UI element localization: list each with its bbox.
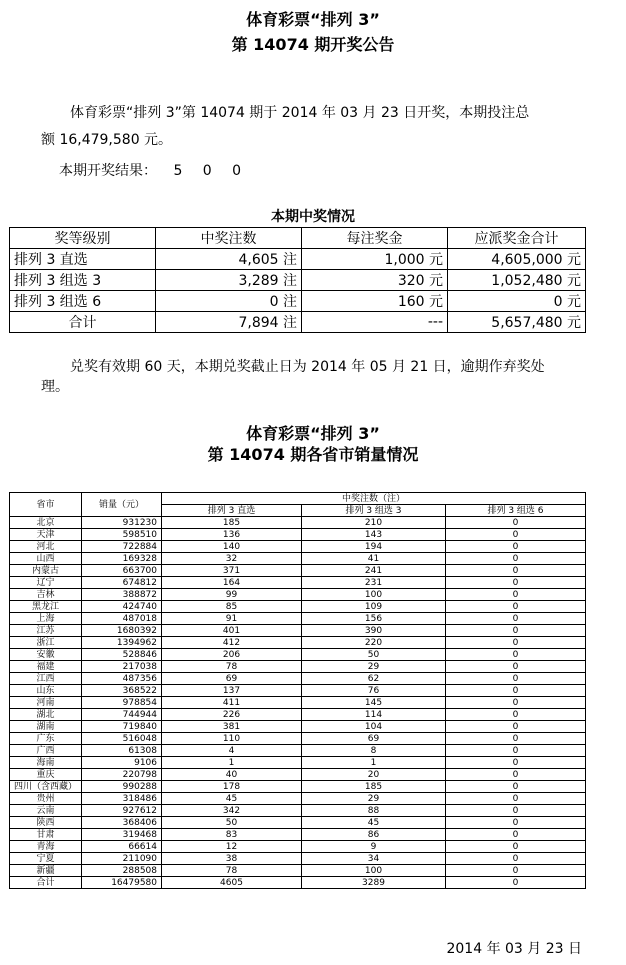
sales-row: [10, 841, 586, 853]
sales-cell: 145: [302, 697, 446, 709]
sales-cell: 0: [446, 829, 586, 841]
sales-row: [10, 625, 586, 637]
sales-cell: 45: [302, 817, 446, 829]
prize-row: [10, 291, 586, 312]
prize-cell: 1,052,480 元: [448, 270, 586, 291]
sales-cell: 318486: [82, 793, 162, 805]
sales-cell: 401: [162, 625, 302, 637]
sales-cell: 福建: [10, 661, 82, 673]
sales-cell: 重庆: [10, 769, 82, 781]
sales-title: 体育彩票“排列 3”: [246, 424, 380, 443]
prize-cell: ---: [302, 312, 448, 333]
sales-cell: 516048: [82, 733, 162, 745]
sales-cell: 990288: [82, 781, 162, 793]
intro-line-2: 额 16,479,580 元。: [41, 132, 173, 148]
sales-cell: 广东: [10, 733, 82, 745]
sales-cell: 1680392: [82, 625, 162, 637]
sales-cell: 贵州: [10, 793, 82, 805]
sales-cell: 江西: [10, 673, 82, 685]
sales-cell: 86: [302, 829, 446, 841]
sales-cell: 206: [162, 649, 302, 661]
sales-cell: 山东: [10, 685, 82, 697]
sales-cell: 4: [162, 745, 302, 757]
sales-row: [10, 697, 586, 709]
sales-cell: 61308: [82, 745, 162, 757]
sales-cell: 487018: [82, 613, 162, 625]
sales-row: [10, 793, 586, 805]
prize-cell: 3,289 注: [156, 270, 302, 291]
prize-cell: 排列 3 组选 3: [10, 270, 156, 291]
sales-cell: 云南: [10, 805, 82, 817]
sales-cell: 20: [302, 769, 446, 781]
sales-row: [10, 589, 586, 601]
sales-cell: 合计: [10, 877, 82, 889]
sales-cell: 4605: [162, 877, 302, 889]
sales-cell: 16479580: [82, 877, 162, 889]
draw-result-numbers: 5 0 0: [173, 163, 250, 179]
sales-cell: 新疆: [10, 865, 82, 877]
sales-cell: 0: [446, 709, 586, 721]
sales-cell: 0: [446, 541, 586, 553]
sales-cell: 99: [162, 589, 302, 601]
sales-cell: 湖南: [10, 721, 82, 733]
sales-cell: 1394962: [82, 637, 162, 649]
sales-cell: 黑龙江: [10, 601, 82, 613]
sales-cell: 66614: [82, 841, 162, 853]
sales-cell: 河南: [10, 697, 82, 709]
sales-cell: 0: [446, 769, 586, 781]
footer-date: 2014 年 03 月 23 日: [446, 941, 582, 957]
sales-cell: 0: [446, 865, 586, 877]
sales-cell: 海南: [10, 757, 82, 769]
sales-row: [10, 865, 586, 877]
sales-subheader-group3: 排列 3 组选 3: [302, 505, 446, 517]
sales-cell: 927612: [82, 805, 162, 817]
sales-cell: 32: [162, 553, 302, 565]
sales-cell: 0: [446, 589, 586, 601]
sales-cell: 241: [302, 565, 446, 577]
sales-cell: 陕西: [10, 817, 82, 829]
sales-cell: 四川（含西藏）: [10, 781, 82, 793]
sales-cell: 天津: [10, 529, 82, 541]
prize-cell: 4,605,000 元: [448, 249, 586, 270]
sales-cell: 411: [162, 697, 302, 709]
sales-row: [10, 721, 586, 733]
sales-cell: 0: [446, 793, 586, 805]
sales-row: [10, 577, 586, 589]
sales-cell: 北京: [10, 517, 82, 529]
sales-row: [10, 553, 586, 565]
sales-cell: 河北: [10, 541, 82, 553]
sales-cell: 487356: [82, 673, 162, 685]
sales-cell: 69: [162, 673, 302, 685]
sales-cell: 29: [302, 793, 446, 805]
sales-cell: 上海: [10, 613, 82, 625]
prize-header-total: 应派奖金合计: [448, 228, 586, 249]
sales-cell: 137: [162, 685, 302, 697]
sales-row: [10, 709, 586, 721]
sales-cell: 114: [302, 709, 446, 721]
sales-cell: 青海: [10, 841, 82, 853]
sales-cell: 931230: [82, 517, 162, 529]
sales-cell: 368406: [82, 817, 162, 829]
sales-cell: 9: [302, 841, 446, 853]
sales-cell: 185: [162, 517, 302, 529]
sales-cell: 91: [162, 613, 302, 625]
sales-cell: 663700: [82, 565, 162, 577]
sales-cell: 0: [446, 697, 586, 709]
sales-cell: 88: [302, 805, 446, 817]
sales-cell: 0: [446, 613, 586, 625]
prize-row: [10, 249, 586, 270]
prize-cell: 0 元: [448, 291, 586, 312]
sales-cell: 29: [302, 661, 446, 673]
sales-cell: 674812: [82, 577, 162, 589]
sales-header-winners: 中奖注数（注）: [162, 493, 586, 505]
sales-cell: 湖北: [10, 709, 82, 721]
sales-row: [10, 565, 586, 577]
sales-cell: 1: [302, 757, 446, 769]
sales-cell: 78: [162, 661, 302, 673]
sales-subtitle: 第 14074 期各省市销量情况: [207, 445, 419, 464]
prize-cell: 320 元: [302, 270, 448, 291]
sales-cell: 0: [446, 517, 586, 529]
sales-cell: 85: [162, 601, 302, 613]
sales-cell: 广西: [10, 745, 82, 757]
sales-subheader-group6: 排列 3 组选 6: [446, 505, 586, 517]
prize-cell: 7,894 注: [156, 312, 302, 333]
prize-cell: 0 注: [156, 291, 302, 312]
notice-line-2: 理。: [41, 379, 69, 395]
sales-cell: 0: [446, 553, 586, 565]
draw-result-label: 本期开奖结果：: [59, 163, 157, 179]
sales-row: [10, 817, 586, 829]
sales-cell: 江苏: [10, 625, 82, 637]
sales-cell: 吉林: [10, 589, 82, 601]
sales-cell: 0: [446, 625, 586, 637]
prize-header-count: 中奖注数: [156, 228, 302, 249]
sales-cell: 178: [162, 781, 302, 793]
sales-row: [10, 877, 586, 889]
sales-cell: 156: [302, 613, 446, 625]
sales-cell: 288508: [82, 865, 162, 877]
sales-cell: 辽宁: [10, 577, 82, 589]
sales-cell: 78: [162, 865, 302, 877]
sales-row: [10, 673, 586, 685]
sales-cell: 0: [446, 757, 586, 769]
sales-cell: 0: [446, 841, 586, 853]
sales-row: [10, 637, 586, 649]
sales-cell: 45: [162, 793, 302, 805]
prize-cell: 1,000 元: [302, 249, 448, 270]
sales-cell: 浙江: [10, 637, 82, 649]
prize-cell: 5,657,480 元: [448, 312, 586, 333]
sales-cell: 0: [446, 661, 586, 673]
sales-cell: 319468: [82, 829, 162, 841]
sales-cell: 0: [446, 601, 586, 613]
sales-cell: 3289: [302, 877, 446, 889]
sales-cell: 211090: [82, 853, 162, 865]
sales-cell: 34: [302, 853, 446, 865]
sales-cell: 0: [446, 577, 586, 589]
sales-cell: 0: [446, 853, 586, 865]
sales-cell: 0: [446, 817, 586, 829]
sales-row: [10, 601, 586, 613]
draw-result: [59, 161, 249, 181]
announcement-title: 体育彩票“排列 3”: [246, 10, 380, 29]
sales-table: [9, 492, 586, 889]
sales-cell: 143: [302, 529, 446, 541]
sales-cell: 381: [162, 721, 302, 733]
sales-cell: 40: [162, 769, 302, 781]
sales-cell: 231: [302, 577, 446, 589]
prize-cell: 4,605 注: [156, 249, 302, 270]
sales-row: [10, 661, 586, 673]
sales-cell: 217038: [82, 661, 162, 673]
sales-cell: 69: [302, 733, 446, 745]
sales-cell: 722884: [82, 541, 162, 553]
sales-cell: 424740: [82, 601, 162, 613]
sales-cell: 8: [302, 745, 446, 757]
sales-cell: 100: [302, 589, 446, 601]
sales-cell: 12: [162, 841, 302, 853]
sales-cell: 内蒙古: [10, 565, 82, 577]
sales-cell: 104: [302, 721, 446, 733]
prize-row: [10, 270, 586, 291]
sales-row: [10, 853, 586, 865]
sales-cell: 412: [162, 637, 302, 649]
sales-cell: 169328: [82, 553, 162, 565]
sales-header-amount: 销量（元）: [82, 493, 162, 517]
sales-cell: 安徽: [10, 649, 82, 661]
prize-header-per-bet: 每注奖金: [302, 228, 448, 249]
sales-row: [10, 685, 586, 697]
sales-row: [10, 517, 586, 529]
sales-cell: 0: [446, 673, 586, 685]
sales-cell: 41: [302, 553, 446, 565]
prize-table-header-row: [10, 228, 586, 249]
sales-cell: 194: [302, 541, 446, 553]
prize-row: [10, 312, 586, 333]
intro-line-1: 体育彩票“排列 3”第 14074 期于 2014 年 03 月 23 日开奖，本期投注总: [70, 105, 530, 121]
sales-cell: 0: [446, 637, 586, 649]
sales-cell: 390: [302, 625, 446, 637]
sales-cell: 719840: [82, 721, 162, 733]
sales-row: [10, 613, 586, 625]
sales-cell: 0: [446, 805, 586, 817]
sales-cell: 0: [446, 721, 586, 733]
prize-table-caption: 本期中奖情况: [271, 209, 355, 225]
sales-cell: 0: [446, 745, 586, 757]
sales-cell: 山西: [10, 553, 82, 565]
sales-cell: 38: [162, 853, 302, 865]
sales-cell: 528846: [82, 649, 162, 661]
sales-cell: 164: [162, 577, 302, 589]
sales-header-row: [10, 493, 586, 505]
sales-cell: 50: [302, 649, 446, 661]
sales-cell: 0: [446, 877, 586, 889]
sales-cell: 185: [302, 781, 446, 793]
sales-cell: 62: [302, 673, 446, 685]
sales-cell: 744944: [82, 709, 162, 721]
sales-cell: 210: [302, 517, 446, 529]
sales-row: [10, 733, 586, 745]
sales-cell: 0: [446, 565, 586, 577]
sales-cell: 100: [302, 865, 446, 877]
announcement-subtitle: 第 14074 期开奖公告: [231, 35, 395, 54]
sales-cell: 226: [162, 709, 302, 721]
sales-cell: 宁夏: [10, 853, 82, 865]
sales-cell: 598510: [82, 529, 162, 541]
sales-cell: 978854: [82, 697, 162, 709]
sales-cell: 9106: [82, 757, 162, 769]
sales-cell: 110: [162, 733, 302, 745]
sales-cell: 109: [302, 601, 446, 613]
sales-cell: 342: [162, 805, 302, 817]
sales-cell: 368522: [82, 685, 162, 697]
sales-cell: 140: [162, 541, 302, 553]
prize-header-level: 奖等级别: [10, 228, 156, 249]
sales-row: [10, 829, 586, 841]
sales-row: [10, 805, 586, 817]
sales-cell: 0: [446, 733, 586, 745]
sales-row: [10, 769, 586, 781]
sales-row: [10, 541, 586, 553]
sales-subheader-direct: 排列 3 直选: [162, 505, 302, 517]
sales-cell: 0: [446, 529, 586, 541]
sales-cell: 1: [162, 757, 302, 769]
sales-cell: 388872: [82, 589, 162, 601]
sales-cell: 0: [446, 781, 586, 793]
sales-header-province: 省市: [10, 493, 82, 517]
prize-cell: 排列 3 组选 6: [10, 291, 156, 312]
prize-table: [9, 227, 586, 333]
sales-cell: 220798: [82, 769, 162, 781]
sales-cell: 83: [162, 829, 302, 841]
sales-row: [10, 781, 586, 793]
sales-row: [10, 757, 586, 769]
sales-cell: 371: [162, 565, 302, 577]
prize-cell: 160 元: [302, 291, 448, 312]
sales-cell: 甘肃: [10, 829, 82, 841]
sales-cell: 50: [162, 817, 302, 829]
sales-cell: 136: [162, 529, 302, 541]
sales-cell: 220: [302, 637, 446, 649]
notice-line-1: 兑奖有效期 60 天，本期兑奖截止日为 2014 年 05 月 21 日，逾期作弃奖处: [70, 359, 545, 375]
sales-row: [10, 529, 586, 541]
sales-row: [10, 745, 586, 757]
sales-cell: 76: [302, 685, 446, 697]
sales-cell: 0: [446, 649, 586, 661]
prize-cell: 合计: [10, 312, 156, 333]
sales-row: [10, 649, 586, 661]
prize-cell: 排列 3 直选: [10, 249, 156, 270]
sales-cell: 0: [446, 685, 586, 697]
